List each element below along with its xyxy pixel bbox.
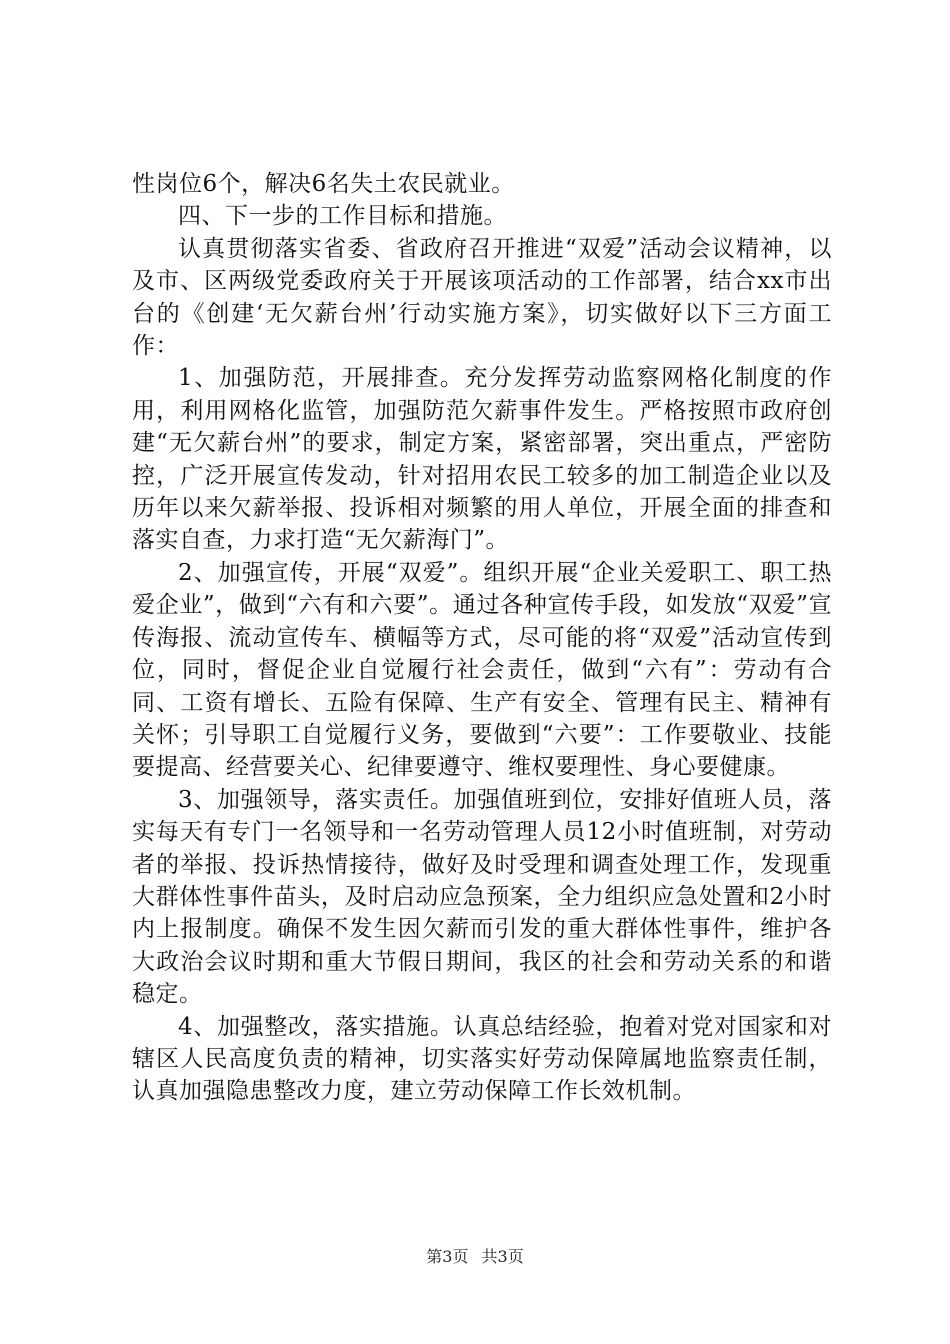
paragraph-item-4: 4、加强整改，落实措施。认真总结经验，抱着对党对国家和对辖区人民高度负责的精神，切实落实好劳动保障属地监察责任制，认真加强隐患整改力度，建立劳动保障工作长效机制。: [132, 1013, 832, 1105]
section-heading: 四、下一步的工作目标和措施。: [178, 203, 507, 230]
paragraph-continuation: 性岗位6个，解决6名失土农民就业。: [132, 171, 515, 197]
page-number: 第3页: [426, 1247, 469, 1266]
paragraph-item-1: 1、加强防范，开展排查。充分发挥劳动监察网格化制度的作用，利用网格化监管，加强防范欠薪事件发生。严格按照市政府创建“无欠薪台州”的要求，制定方案，紧密部署，突出重点，严密防控，广泛开展宣传发动，针对招用农民工较多的加工制造企业以及历年以来欠薪举报、投诉相对频繁的用人单位，开展全面的排查和落实自查，力求打造“无欠薪海门”。: [132, 365, 832, 554]
page-total: 共3页: [481, 1247, 524, 1266]
paragraph-item-3: 3、加强领导，落实责任。加强值班到位，安排好值班人员，落实每天有专门一名领导和一名劳动管理人员12小时值班制，对劳动者的举报、投诉热情接待，做好及时受理和调查处理工作，发现重大群体性事件苗头，及时启动应急预案，全力组织应急处置和2小时内上报制度。确保不发生因欠薪而引发的重大群体性事件，维护各大政治会议时期和重大节假日期间，我区的社会和劳动关系的和谐稳定。: [132, 786, 832, 1008]
paragraph-item-2: 2、加强宣传，开展“双爱”。组织开展“企业关爱职工、职工热爱企业”，做到“六有和六要”。通过各种宣传手段，如发放“双爱”宣传海报、流动宣传车、横幅等方式，尽可能的将“双爱”活动宣传到位，同时，督促企业自觉履行社会责任，做到“六有”：劳动有合同、工资有增长、五险有保障、生产有安全、管理有民主、精神有关怀；引导职工自觉履行义务，要做到“六要”：工作要敬业、技能要提高、经营要关心、纪律要遵守、维权要理性、身心要健康。: [132, 559, 832, 781]
page-footer: [0, 1244, 950, 1267]
document-body: [132, 168, 832, 1108]
paragraph-intro: 认真贯彻落实省委、省政府召开推进“双爱”活动会议精神，以及市、区两级党委政府关于开展该项活动的工作部署，结合xx市出台的《创建‘无欠薪台州’行动实施方案》，切实做好以下三方面工作：: [132, 235, 832, 360]
